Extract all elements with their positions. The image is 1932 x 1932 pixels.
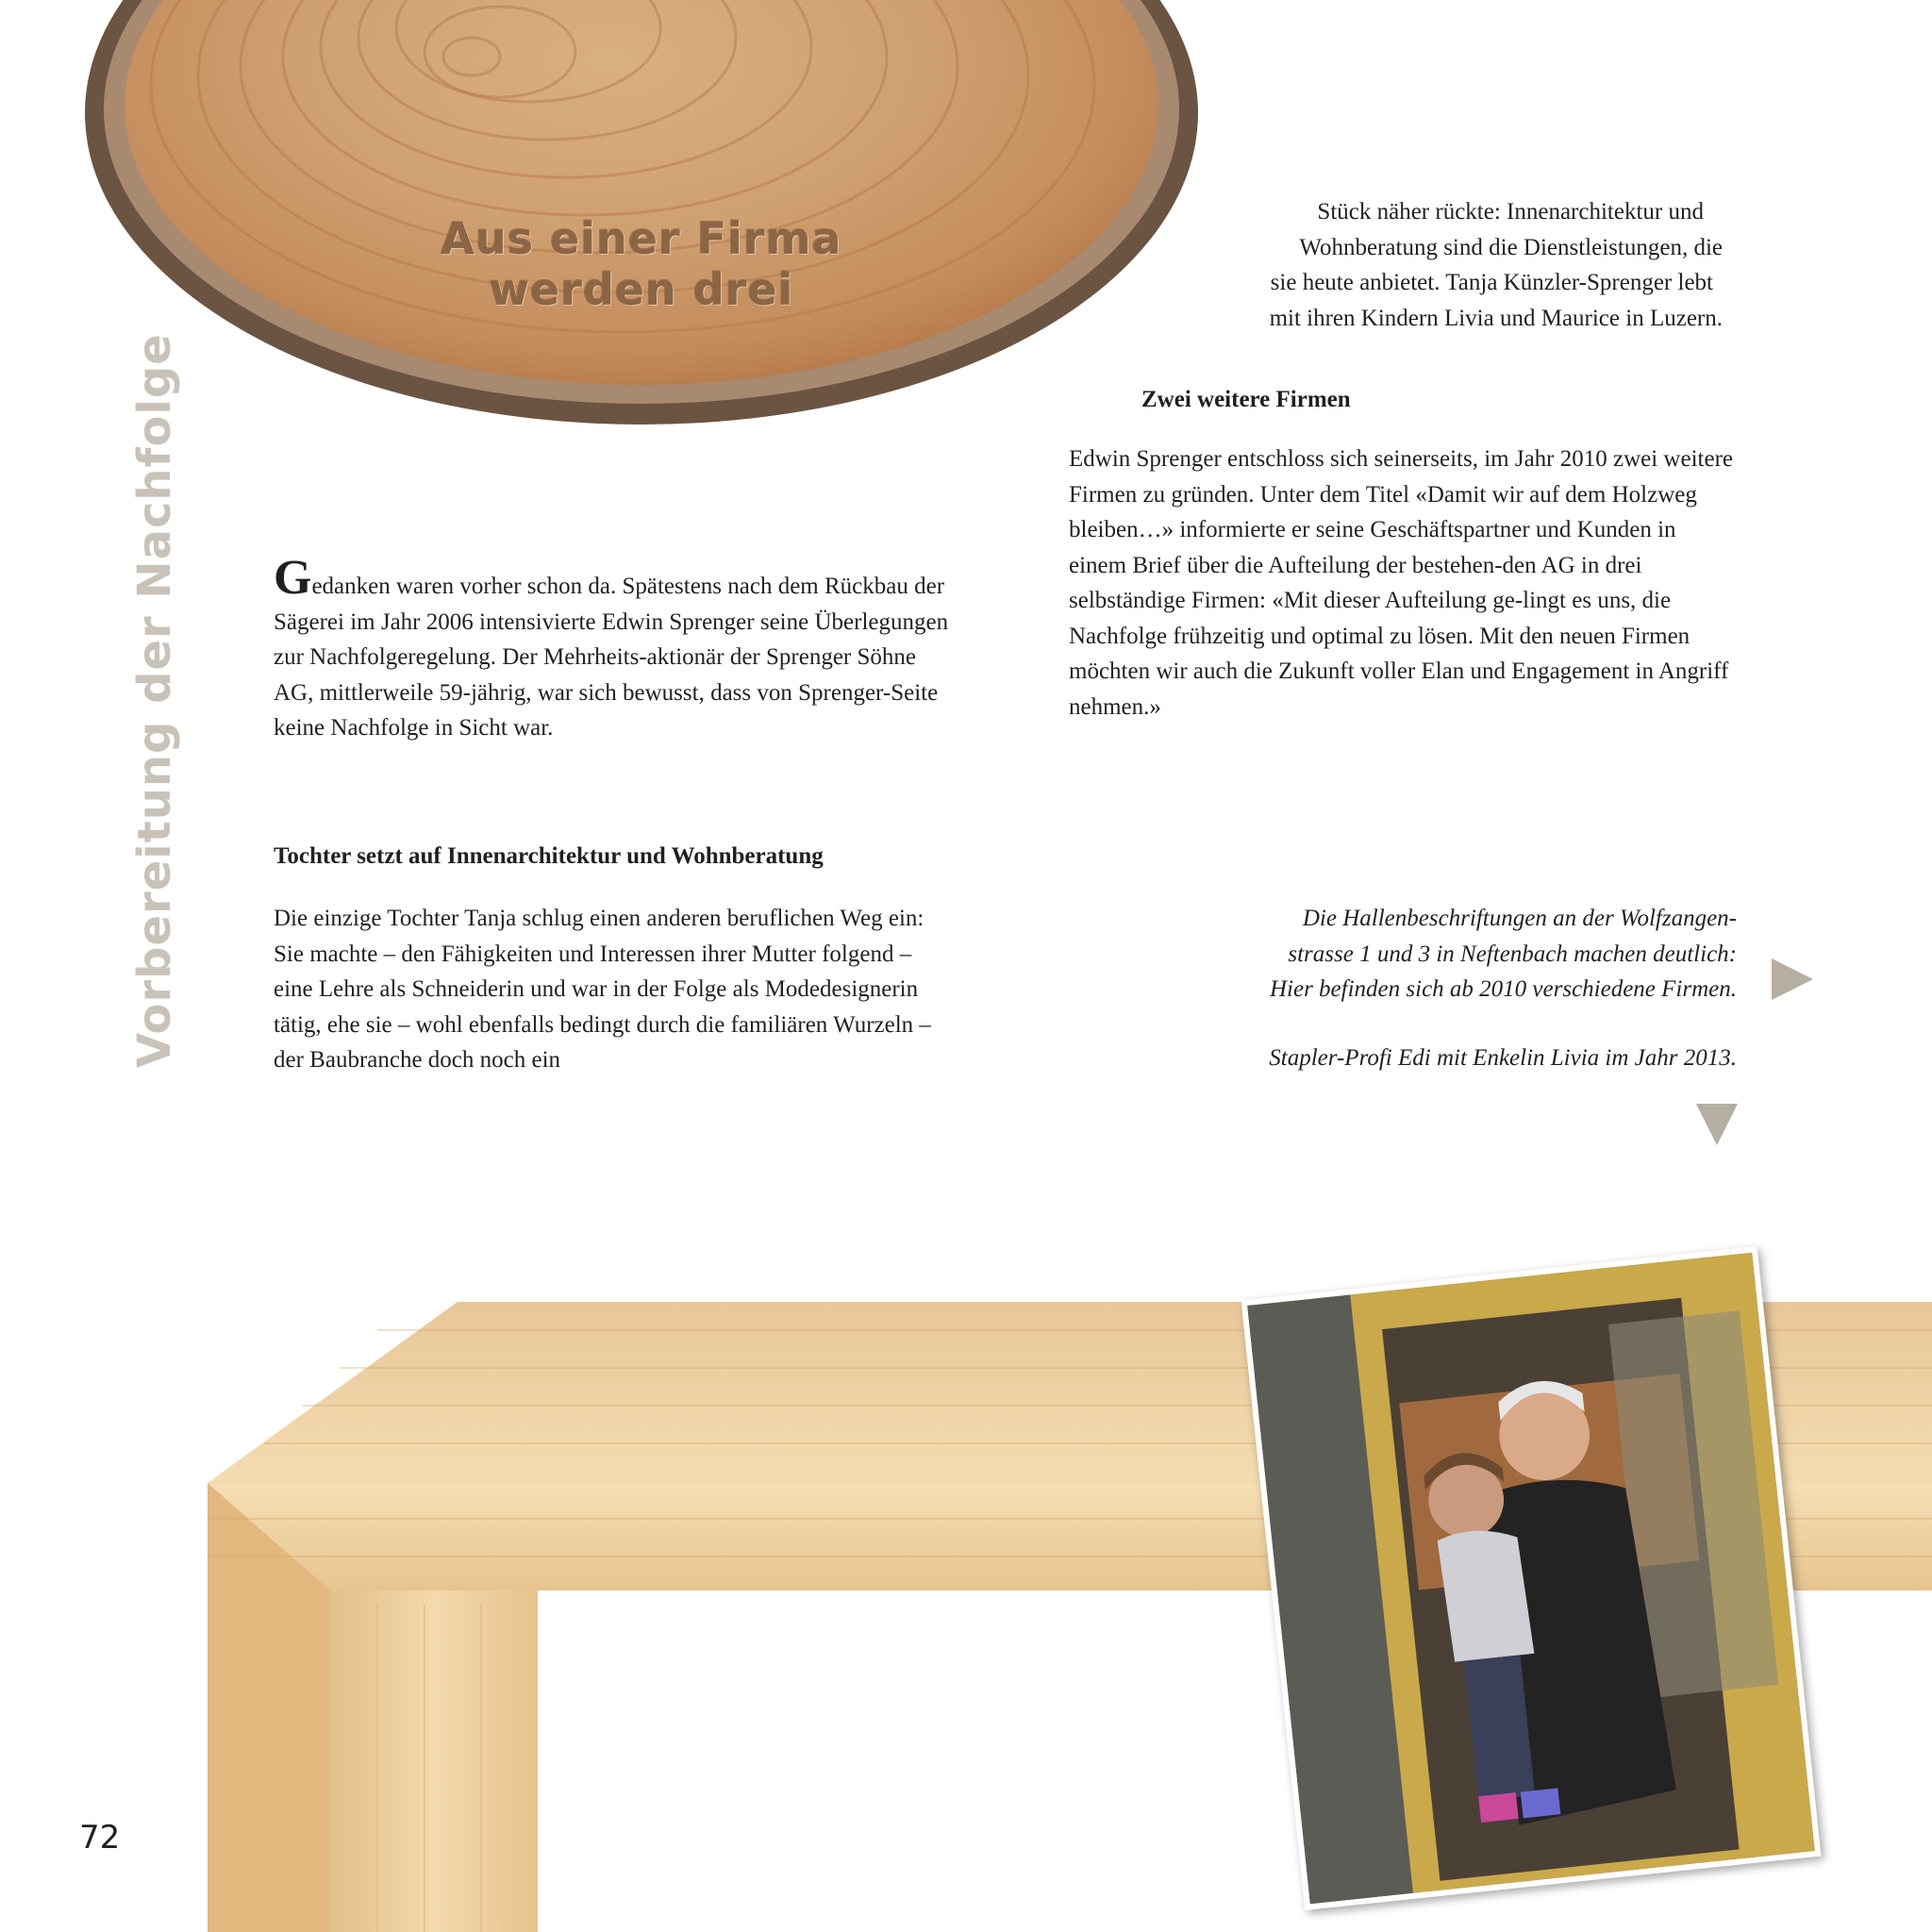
- side-section-title: Vorbereitung der Nachfolge: [128, 333, 181, 1068]
- heading-tochter: Tochter setzt auf Innenarchitektur und Wohnberatung: [274, 843, 824, 869]
- arrow-right-icon: [1772, 958, 1813, 1000]
- continuation-line: Wohnberatung sind die Dienstleistungen, die: [1299, 234, 1723, 260]
- continuation-line: Stück näher rückte: Innenarchitektur und: [1317, 199, 1704, 225]
- paragraph-tochter: Die einzige Tochter Tanja schlug einen anderen beruflichen Weg ein: Sie machte – den Fähigkeiten und Interessen ihrer Mutter folgend – eine Lehre als Schneiderin und war in der Folge als Modedesignerin tätig, ehe sie – wohl ebenfalls bedingt durch die familiären Wurzeln – der Baubranche doch noch ein: [274, 906, 931, 1073]
- intro-paragraph: [274, 551, 953, 746]
- intro-text: edanken waren vorher schon da. Spätestens nach dem Rückbau der Sägerei im Jahr 2006 intensivierte Edwin Sprenger seine Überlegungen zur Nachfolgeregelung. Der Mehrheits-aktionär der Sprenger Söhne AG, mittlerweile 59-jährig, war sich bewusst, dass von Sprenger-Seite keine Nachfolge in Sicht war.: [274, 574, 949, 741]
- paragraph-firmen: Edwin Sprenger entschloss sich seinerseits, im Jahr 2010 zwei weitere Firmen zu gründen. Unter dem Titel «Damit wir auf dem Holzweg bleiben…» informierte er seine Geschäftspartner und Kunden in einem Brief über die Aufteilung der bestehen-den AG in drei selbständige Firmen: «Mit dieser Aufteilung ge-lingt es uns, die Nachfolge frühzeitig und optimal zu lösen. Mit den neuen Firmen möchten wir auch die Zukunft voller Elan und Engagement in Angriff nehmen.»: [1069, 446, 1733, 720]
- caption-line: Hier befinden sich ab 2010 verschiedene Firmen.: [1269, 976, 1737, 1002]
- photo-forklift: [1241, 1246, 1822, 1910]
- page-number: 72: [79, 1819, 121, 1857]
- chapter-title-line1: Aus einer Firma: [441, 213, 842, 264]
- chapter-title-line2: werden drei: [489, 264, 794, 315]
- heading-firmen: Zwei weitere Firmen: [1141, 387, 1351, 412]
- continuation-line: sie heute anbietet. Tanja Künzler-Sprenger lebt: [1270, 270, 1713, 295]
- photo-image: [1247, 1253, 1815, 1905]
- caption-line: strasse 1 und 3 in Neftenbach machen deutlich:: [1288, 941, 1737, 967]
- chapter-title: [396, 213, 887, 315]
- arrow-down-icon: [1696, 1104, 1738, 1145]
- caption-line: Die Hallenbeschriftungen an der Wolfzangen-: [1302, 906, 1737, 931]
- drop-cap: G: [274, 551, 312, 605]
- caption-stapler: Stapler-Profi Edi mit Enkelin Livia im Jahr 2013.: [1269, 1045, 1737, 1071]
- continuation-line: mit ihren Kindern Livia und Maurice in Luzern.: [1269, 305, 1723, 331]
- caption-hallen: [1171, 901, 1737, 1008]
- continuation-paragraph: [1198, 194, 1726, 336]
